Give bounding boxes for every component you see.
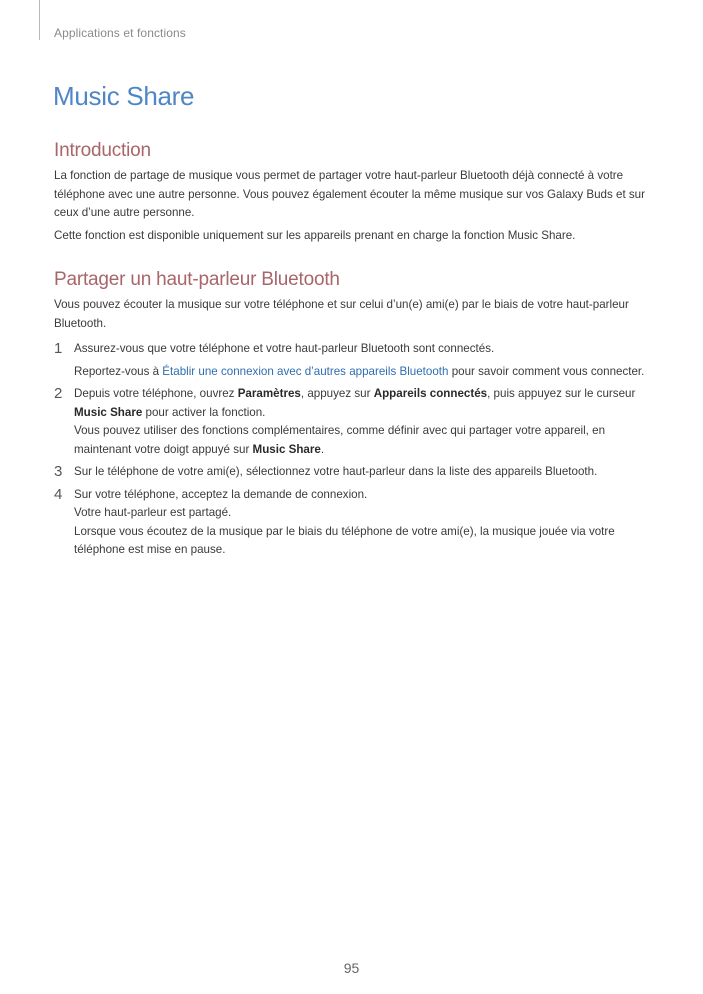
section-header: Applications et fonctions (54, 26, 186, 40)
step-text-part: pour activer la fonction. (142, 405, 266, 419)
settings-label: Paramètres (237, 387, 301, 400)
bluetooth-connection-link[interactable]: Établir une connexion avec d’autres appareils Bluetooth (162, 364, 449, 378)
music-share-label: Music Share (74, 405, 143, 419)
step-4 (54, 486, 650, 560)
step-note: Lorsque vous écoutez de la musique par le biais du téléphone de votre ami(e), la musique jouée via votre téléphone est mise en pause. (74, 524, 615, 556)
header-divider-line (39, 0, 40, 40)
step-note (74, 422, 650, 459)
step-text: Assurez-vous que votre téléphone et votre haut-parleur Bluetooth sont connectés. (74, 342, 495, 355)
step-text-part: , appuyez sur (300, 387, 374, 400)
step-text: Sur le téléphone de votre ami(e), sélectionnez votre haut-parleur dans la liste des appareils Bluetooth. (74, 465, 598, 478)
step-note-text: . (320, 442, 325, 456)
step-text-part: , puis appuyez sur le curseur (487, 387, 636, 400)
page-number: 95 (343, 960, 360, 976)
step-1 (54, 340, 650, 381)
step-text-part: Depuis votre téléphone, ouvrez (74, 387, 238, 400)
step-note: Votre haut-parleur est partagé. (74, 506, 232, 519)
music-share-label: Music Share (252, 442, 321, 456)
step-note-text: Vous pouvez utiliser des fonctions complémentaires, comme définir avec qui partager votre appareil, en maintenant votre doigt appuyé sur (74, 424, 606, 456)
connected-devices-label: Appareils connectés (373, 387, 488, 400)
share-speaker-heading: Partager un haut-parleur Bluetooth (54, 269, 340, 290)
step-number: 1 (54, 340, 63, 357)
step-3 (54, 463, 650, 482)
page-title: Music Share (53, 81, 195, 111)
introduction-heading: Introduction (54, 140, 151, 161)
step-note (74, 363, 650, 382)
steps-list (54, 340, 650, 560)
step-text: Sur votre téléphone, acceptez la demande de connexion. (74, 487, 368, 501)
page-content (54, 140, 650, 564)
step-text (74, 385, 650, 422)
share-speaker-intro: Vous pouvez écouter la musique sur votre téléphone et sur celui d’un(e) ami(e) par le biais de votre haut-parleur Bluetooth. (54, 298, 629, 330)
step-number: 2 (54, 385, 63, 402)
step-note-text: pour savoir comment vous connecter. (448, 364, 645, 378)
step-2 (54, 385, 650, 459)
step-number: 3 (54, 463, 63, 480)
introduction-paragraph: La fonction de partage de musique vous permet de partager votre haut-parleur Bluetooth déjà connecté à votre téléphone avec une autre personne. Vous pouvez également écouter la même musique sur vos Galaxy Buds et sur ceux d’une autre personne. (54, 169, 645, 219)
introduction-availability-paragraph: Cette fonction est disponible uniquement sur les appareils prenant en charge la fonction Music Share. (54, 228, 576, 242)
step-note-text: Reportez-vous à (74, 364, 163, 378)
step-number: 4 (54, 485, 63, 503)
